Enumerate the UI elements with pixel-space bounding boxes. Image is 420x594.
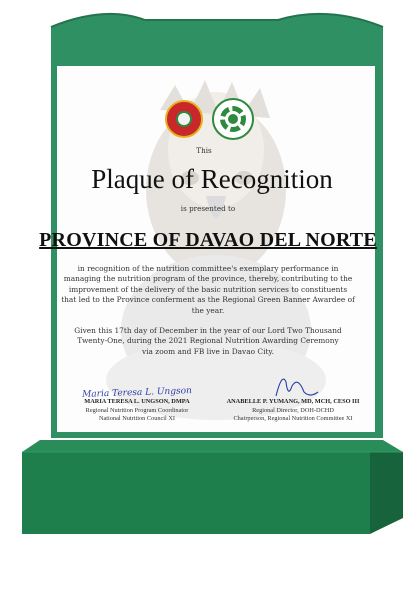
plaque-base-side: [370, 452, 403, 534]
signatory-office: National Nutrition Council XI: [98, 415, 176, 423]
paragraph-line: improvement of the delivery of the basic nutrition services to constituents: [68, 284, 348, 294]
paragraph-line: managing the nutrition program of the province, thereby, contributing to the: [63, 274, 353, 284]
plaque-base-front: [22, 452, 370, 534]
given-paragraph: [0, 326, 418, 357]
recognition-paragraph: [0, 264, 418, 316]
signatory-left: [62, 398, 212, 424]
plaque-base-top: [22, 440, 403, 452]
paragraph-line: that led to the Province conferment as the Regional Green Banner Awardee of: [61, 295, 355, 305]
signatory-title: Regional Director, DOH-DCHD: [252, 406, 334, 414]
presented-label: is presented to: [180, 204, 236, 213]
certificate-title: Plaque of Recognition: [91, 164, 333, 194]
signatory-title: Regional Nutrition Program Coordinator: [85, 406, 189, 414]
given-line: Twenty-One, during the 2021 Regional Nutrition Awarding Ceremony: [77, 336, 339, 346]
recipient-name: PROVINCE OF DAVAO DEL NORTE: [39, 229, 377, 251]
signatory-name: MARIA TERESA L. UNGSON, DMPA: [84, 398, 190, 405]
signature-left: Maria Teresa L. Ungson: [81, 386, 193, 400]
signatory-name: ANABELLE P. YUMANG, MD, MCH, CESO III: [226, 398, 360, 405]
given-line: Given this 17th day of December in the year of our Lord Two Thousand: [74, 326, 342, 335]
paragraph-line: in recognition of the nutrition committee's exemplary performance in: [77, 264, 339, 273]
given-line: via zoom and FB live in Davao City.: [142, 346, 274, 356]
signatory-right: [213, 398, 373, 424]
signatory-office: Chairperson, Regional Nutrition Committee XI: [233, 415, 353, 423]
paragraph-line: the year.: [191, 305, 225, 315]
nutrition-council-seal-icon: [212, 98, 254, 140]
this-label: This: [196, 146, 212, 155]
doh-seal-icon: [165, 100, 203, 138]
